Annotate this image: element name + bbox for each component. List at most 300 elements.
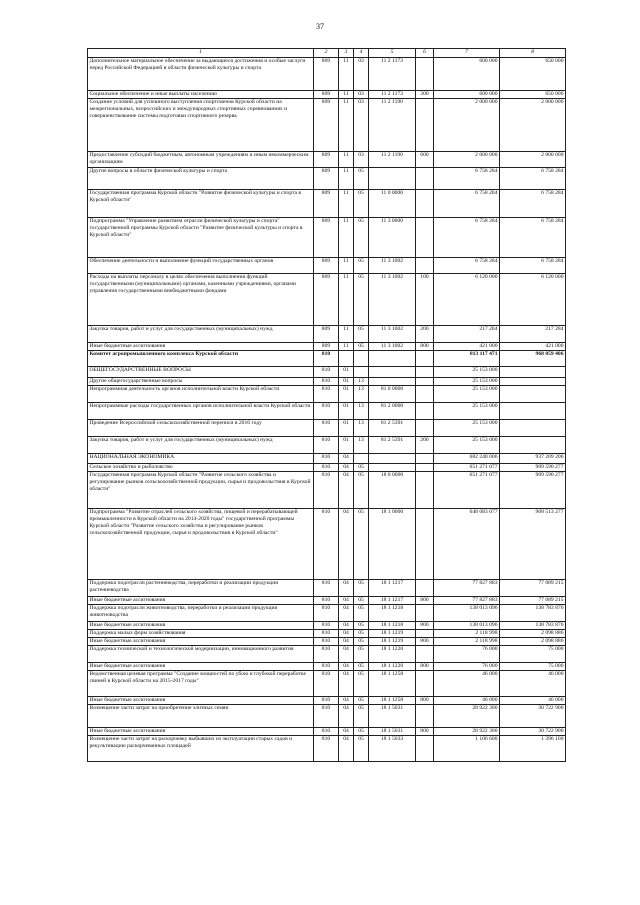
row-section-cell: 04 bbox=[339, 629, 354, 637]
row-amount-year1-cell: 1 106 600 bbox=[434, 735, 500, 761]
table-row bbox=[88, 168, 566, 190]
row-section-cell: 04 bbox=[339, 621, 354, 629]
row-amount-year1-cell: 421 000 bbox=[434, 343, 500, 351]
row-target-article-cell: 18 0 0000 bbox=[369, 472, 416, 509]
row-target-article-cell: 18 1 5031 bbox=[369, 727, 416, 735]
table-row bbox=[88, 509, 566, 580]
row-amount-year2-cell: 2 098 886 bbox=[500, 637, 566, 645]
row-ministry-cell: 810 bbox=[314, 621, 339, 629]
row-expense-type-cell bbox=[416, 403, 434, 420]
row-expense-type-cell bbox=[416, 735, 434, 761]
row-name-cell: Социальное обеспечение и иные выплаты населению bbox=[88, 91, 314, 99]
row-amount-year1-cell: 6 120 000 bbox=[434, 274, 500, 326]
row-amount-year1-cell: 6 758 284 bbox=[434, 190, 500, 218]
row-amount-year2-cell: 2 000 000 bbox=[500, 152, 566, 168]
row-ministry-cell: 810 bbox=[314, 637, 339, 645]
row-target-article-cell: 18 1 1219 bbox=[369, 637, 416, 645]
row-target-article-cell: 11 2 1173 bbox=[369, 58, 416, 91]
row-section-cell: 04 bbox=[339, 597, 354, 605]
row-ministry-cell: 810 bbox=[314, 454, 339, 464]
row-name-cell: Иные бюджетные ассигнования bbox=[88, 727, 314, 735]
row-expense-type-cell: 200 bbox=[416, 326, 434, 343]
table-row bbox=[88, 670, 566, 696]
row-subsection-cell bbox=[354, 351, 369, 367]
table-row bbox=[88, 735, 566, 761]
row-ministry-cell: 809 bbox=[314, 58, 339, 91]
row-ministry-cell: 809 bbox=[314, 343, 339, 351]
row-ministry-cell: 809 bbox=[314, 258, 339, 274]
row-section-cell: 11 bbox=[339, 190, 354, 218]
table-row bbox=[88, 645, 566, 662]
table-row bbox=[88, 326, 566, 343]
table-row bbox=[88, 274, 566, 326]
row-subsection-cell: 05 bbox=[354, 258, 369, 274]
row-target-article-cell: 81 0 0000 bbox=[369, 386, 416, 403]
row-amount-year1-cell: 25 153 000 bbox=[434, 403, 500, 420]
row-target-article-cell: 18 1 1218 bbox=[369, 604, 416, 621]
row-name-cell: Возмещение части затрат на приобретение элитных семян bbox=[88, 704, 314, 727]
row-expense-type-cell bbox=[416, 351, 434, 367]
row-expense-type-cell: 800 bbox=[416, 343, 434, 351]
row-target-article-cell: 18 1 0000 bbox=[369, 509, 416, 580]
row-target-article-cell: 18 1 1220 bbox=[369, 645, 416, 662]
row-name-cell: Иные бюджетные ассигнования bbox=[88, 637, 314, 645]
table-row bbox=[88, 437, 566, 454]
row-expense-type-cell: 600 bbox=[416, 152, 434, 168]
row-target-article-cell: 11 3 1002 bbox=[369, 343, 416, 351]
row-target-article-cell bbox=[369, 454, 416, 464]
row-target-article-cell: 11 3 1002 bbox=[369, 258, 416, 274]
table-row bbox=[88, 99, 566, 152]
row-subsection-cell: 03 bbox=[354, 99, 369, 152]
table-row bbox=[88, 621, 566, 629]
row-expense-type-cell bbox=[416, 604, 434, 621]
table-row bbox=[88, 420, 566, 437]
row-amount-year2-cell: 909 590 277 bbox=[500, 472, 566, 509]
row-amount-year1-cell: 25 153 000 bbox=[434, 367, 500, 378]
row-name-cell: Иные бюджетные ассигнования bbox=[88, 621, 314, 629]
row-subsection-cell: 05 bbox=[354, 645, 369, 662]
row-section-cell: 01 bbox=[339, 367, 354, 378]
row-name-cell: Иные бюджетные ассигнования bbox=[88, 696, 314, 704]
row-subsection-cell: 13 bbox=[354, 437, 369, 454]
row-name-cell: ОБЩЕГОСУДАРСТВЕННЫЕ ВОПРОСЫ bbox=[88, 367, 314, 378]
row-amount-year1-cell: 2 118 998 bbox=[434, 637, 500, 645]
row-subsection-cell: 05 bbox=[354, 326, 369, 343]
row-subsection-cell: 05 bbox=[354, 629, 369, 637]
col-header: 4 bbox=[354, 49, 369, 58]
row-amount-year1-cell: 138 013 096 bbox=[434, 604, 500, 621]
table-row bbox=[88, 727, 566, 735]
row-ministry-cell: 810 bbox=[314, 662, 339, 670]
row-ministry-cell: 809 bbox=[314, 326, 339, 343]
row-amount-year1-cell: 77 827 883 bbox=[434, 580, 500, 597]
row-section-cell: 04 bbox=[339, 735, 354, 761]
row-expense-type-cell bbox=[416, 386, 434, 403]
row-name-cell: Создание условий для успешного выступления спортсменов Курской области на межрегиональных, всероссийских и международных спортивных соревнованиях и совершенствование системы подготовки спортивного резерва bbox=[88, 99, 314, 152]
table-row bbox=[88, 629, 566, 637]
row-subsection-cell: 03 bbox=[354, 91, 369, 99]
row-amount-year1-cell: 46 000 bbox=[434, 696, 500, 704]
table-row bbox=[88, 454, 566, 464]
row-amount-year2-cell bbox=[500, 378, 566, 386]
header-row bbox=[88, 49, 566, 58]
row-name-cell: Расходы на выплаты персоналу в целях обеспечения выполнения функций государственными (муниципальными) органами, казенными учреждениями, органами управления государственными внебюджетными фондами bbox=[88, 274, 314, 326]
row-expense-type-cell bbox=[416, 629, 434, 637]
row-amount-year1-cell: 76 000 bbox=[434, 662, 500, 670]
row-ministry-cell: 810 bbox=[314, 509, 339, 580]
row-amount-year1-cell: 2 000 000 bbox=[434, 152, 500, 168]
row-subsection-cell: 05 bbox=[354, 274, 369, 326]
row-section-cell: 11 bbox=[339, 99, 354, 152]
row-subsection-cell: 13 bbox=[354, 420, 369, 437]
row-subsection-cell: 13 bbox=[354, 378, 369, 386]
row-amount-year1-cell: 25 153 000 bbox=[434, 386, 500, 403]
row-subsection-cell: 05 bbox=[354, 580, 369, 597]
row-target-article-cell: 18 1 1219 bbox=[369, 629, 416, 637]
row-section-cell: 01 bbox=[339, 420, 354, 437]
table-row bbox=[88, 152, 566, 168]
table-row bbox=[88, 218, 566, 258]
row-target-article-cell bbox=[369, 351, 416, 367]
row-amount-year1-cell: 28 922 300 bbox=[434, 727, 500, 735]
row-target-article-cell: 11 2 1173 bbox=[369, 91, 416, 99]
table-row bbox=[88, 662, 566, 670]
row-subsection-cell: 05 bbox=[354, 343, 369, 351]
row-amount-year1-cell: 651 271 077 bbox=[434, 464, 500, 472]
row-ministry-cell: 810 bbox=[314, 645, 339, 662]
row-name-cell: Предоставление субсидий бюджетным, автономным учреждениям и иным некоммерческим организациям bbox=[88, 152, 314, 168]
row-ministry-cell: 810 bbox=[314, 378, 339, 386]
row-amount-year2-cell: 421 000 bbox=[500, 343, 566, 351]
table-row bbox=[88, 696, 566, 704]
row-section-cell: 04 bbox=[339, 604, 354, 621]
row-amount-year2-cell: 46 000 bbox=[500, 696, 566, 704]
row-amount-year2-cell: 6 758 284 bbox=[500, 258, 566, 274]
row-expense-type-cell: 800 bbox=[416, 662, 434, 670]
row-amount-year1-cell: 6 758 284 bbox=[434, 258, 500, 274]
row-amount-year2-cell: 217 284 bbox=[500, 326, 566, 343]
table-row bbox=[88, 637, 566, 645]
row-expense-type-cell bbox=[416, 420, 434, 437]
row-expense-type-cell: 200 bbox=[416, 437, 434, 454]
row-ministry-cell: 810 bbox=[314, 604, 339, 621]
row-name-cell: Поддержка малых форм хозяйствования bbox=[88, 629, 314, 637]
row-target-article-cell: 11 2 1190 bbox=[369, 99, 416, 152]
row-subsection-cell: 05 bbox=[354, 621, 369, 629]
row-expense-type-cell bbox=[416, 258, 434, 274]
row-amount-year2-cell: 6 758 284 bbox=[500, 218, 566, 258]
row-target-article-cell: 18 1 1258 bbox=[369, 696, 416, 704]
row-section-cell: 11 bbox=[339, 91, 354, 99]
row-target-article-cell: 18 1 1258 bbox=[369, 670, 416, 696]
table-row bbox=[88, 378, 566, 386]
row-section-cell: 04 bbox=[339, 472, 354, 509]
row-target-article-cell: 18 1 1217 bbox=[369, 597, 416, 605]
row-amount-year2-cell: 1 396 100 bbox=[500, 735, 566, 761]
row-name-cell: Поддержка технической и технологической модернизации, инновационного развития bbox=[88, 645, 314, 662]
row-amount-year1-cell: 46 000 bbox=[434, 670, 500, 696]
row-section-cell: 11 bbox=[339, 343, 354, 351]
row-ministry-cell: 810 bbox=[314, 386, 339, 403]
row-name-cell: Поддержка подотрасли растениеводства, переработки и реализации продукции растениеводства bbox=[88, 580, 314, 597]
row-amount-year2-cell bbox=[500, 386, 566, 403]
row-section-cell: 11 bbox=[339, 152, 354, 168]
row-target-article-cell bbox=[369, 367, 416, 378]
row-target-article-cell bbox=[369, 378, 416, 386]
row-amount-year1-cell: 648 083 077 bbox=[434, 509, 500, 580]
row-target-article-cell: 81 2 5391 bbox=[369, 437, 416, 454]
row-target-article-cell: 81 2 0000 bbox=[369, 403, 416, 420]
row-amount-year2-cell: 2 098 886 bbox=[500, 629, 566, 637]
row-subsection-cell: 05 bbox=[354, 190, 369, 218]
row-section-cell bbox=[339, 351, 354, 367]
row-target-article-cell: 18 1 1217 bbox=[369, 580, 416, 597]
row-ministry-cell: 810 bbox=[314, 597, 339, 605]
table-row bbox=[88, 597, 566, 605]
row-name-cell: Государственная программа Курской области "Развитие сельского хозяйства и регулирование рынков сельскохозяйственной продукции, сырья и продовольствия в Курской области" bbox=[88, 472, 314, 509]
table-row bbox=[88, 343, 566, 351]
row-ministry-cell: 810 bbox=[314, 403, 339, 420]
row-subsection-cell: 05 bbox=[354, 472, 369, 509]
row-name-cell: Государственная программа Курской области "Развитие физической культуры и спорта в Курской области" bbox=[88, 190, 314, 218]
row-ministry-cell: 810 bbox=[314, 629, 339, 637]
row-amount-year2-cell: 75 000 bbox=[500, 662, 566, 670]
budget-table bbox=[87, 48, 566, 762]
row-name-cell: Закупка товаров, работ и услуг для государственных (муниципальных) нужд bbox=[88, 437, 314, 454]
row-subsection-cell: 05 bbox=[354, 218, 369, 258]
row-expense-type-cell bbox=[416, 190, 434, 218]
row-subsection-cell bbox=[354, 367, 369, 378]
row-ministry-cell: 810 bbox=[314, 420, 339, 437]
row-name-cell: Непрограммная деятельность органов исполнительной власти Курской области bbox=[88, 386, 314, 403]
row-target-article-cell bbox=[369, 168, 416, 190]
row-amount-year1-cell: 25 153 000 bbox=[434, 378, 500, 386]
row-target-article-cell: 11 0 0000 bbox=[369, 190, 416, 218]
row-ministry-cell: 810 bbox=[314, 735, 339, 761]
row-amount-year1-cell: 25 153 000 bbox=[434, 437, 500, 454]
table-row bbox=[88, 403, 566, 420]
row-subsection-cell bbox=[354, 454, 369, 464]
row-amount-year1-cell: 6 758 284 bbox=[434, 218, 500, 258]
table-row bbox=[88, 580, 566, 597]
table-row bbox=[88, 704, 566, 727]
table-row bbox=[88, 472, 566, 509]
row-ministry-cell: 810 bbox=[314, 437, 339, 454]
page-number: 37 bbox=[316, 22, 324, 31]
row-section-cell: 04 bbox=[339, 662, 354, 670]
row-subsection-cell: 13 bbox=[354, 386, 369, 403]
row-amount-year2-cell: 6 120 000 bbox=[500, 274, 566, 326]
row-expense-type-cell bbox=[416, 454, 434, 464]
row-subsection-cell: 05 bbox=[354, 637, 369, 645]
row-amount-year1-cell: 28 922 300 bbox=[434, 704, 500, 727]
row-amount-year2-cell: 77 089 215 bbox=[500, 580, 566, 597]
table-row bbox=[88, 190, 566, 218]
row-ministry-cell: 810 bbox=[314, 472, 339, 509]
row-expense-type-cell bbox=[416, 99, 434, 152]
row-amount-year2-cell bbox=[500, 420, 566, 437]
row-ministry-cell: 809 bbox=[314, 190, 339, 218]
row-subsection-cell: 03 bbox=[354, 58, 369, 91]
row-expense-type-cell bbox=[416, 580, 434, 597]
row-expense-type-cell bbox=[416, 670, 434, 696]
row-expense-type-cell bbox=[416, 58, 434, 91]
row-amount-year1-cell: 77 827 883 bbox=[434, 597, 500, 605]
row-subsection-cell: 05 bbox=[354, 727, 369, 735]
row-ministry-cell: 810 bbox=[314, 580, 339, 597]
row-ministry-cell: 810 bbox=[314, 670, 339, 696]
row-amount-year2-cell: 650 000 bbox=[500, 91, 566, 99]
row-amount-year1-cell: 813 117 471 bbox=[434, 351, 500, 367]
row-amount-year1-cell: 600 000 bbox=[434, 91, 500, 99]
row-name-cell: Иные бюджетные ассигнования bbox=[88, 343, 314, 351]
row-name-cell: Поддержка подотрасли животноводства, переработки и реализации продукции животноводства bbox=[88, 604, 314, 621]
row-section-cell: 04 bbox=[339, 727, 354, 735]
col-header: 3 bbox=[339, 49, 354, 58]
row-target-article-cell: 11 2 1190 bbox=[369, 152, 416, 168]
row-target-article-cell: 11 3 1002 bbox=[369, 274, 416, 326]
row-name-cell: Дополнительное материальное обеспечение за выдающиеся достижения и особые заслуги перед Российской Федерацией в области физической культуры и спорта bbox=[88, 58, 314, 91]
row-subsection-cell: 05 bbox=[354, 704, 369, 727]
row-amount-year2-cell bbox=[500, 403, 566, 420]
row-section-cell: 04 bbox=[339, 637, 354, 645]
row-ministry-cell: 810 bbox=[314, 351, 339, 367]
row-amount-year2-cell: 937 209 206 bbox=[500, 454, 566, 464]
row-expense-type-cell bbox=[416, 472, 434, 509]
row-name-cell: Подпрограмма "Развитие отраслей сельского хозяйства, пищевой и перерабатывающей промышленности в Курской области на 2014-2020 годы" государственной программы Курской области "Развитие сельского хозяйства и регулирование рынков сельскохозяйственной продукции, сырья и продовольствия в Курской области" bbox=[88, 509, 314, 580]
row-ministry-cell: 810 bbox=[314, 727, 339, 735]
row-section-cell: 04 bbox=[339, 454, 354, 464]
row-section-cell: 11 bbox=[339, 218, 354, 258]
row-section-cell: 04 bbox=[339, 704, 354, 727]
row-ministry-cell: 809 bbox=[314, 99, 339, 152]
row-expense-type-cell: 100 bbox=[416, 274, 434, 326]
row-section-cell: 01 bbox=[339, 403, 354, 420]
row-expense-type-cell bbox=[416, 645, 434, 662]
row-section-cell: 04 bbox=[339, 509, 354, 580]
row-amount-year2-cell: 2 000 000 bbox=[500, 99, 566, 152]
table-row bbox=[88, 58, 566, 91]
row-ministry-cell: 809 bbox=[314, 91, 339, 99]
row-amount-year1-cell: 25 153 000 bbox=[434, 420, 500, 437]
row-section-cell: 04 bbox=[339, 580, 354, 597]
row-amount-year1-cell: 2 000 000 bbox=[434, 99, 500, 152]
row-section-cell: 01 bbox=[339, 437, 354, 454]
row-section-cell: 11 bbox=[339, 58, 354, 91]
row-amount-year1-cell: 600 000 bbox=[434, 58, 500, 91]
row-subsection-cell: 05 bbox=[354, 670, 369, 696]
row-amount-year1-cell: 651 271 077 bbox=[434, 472, 500, 509]
row-ministry-cell: 809 bbox=[314, 218, 339, 258]
row-amount-year2-cell: 77 089 215 bbox=[500, 597, 566, 605]
row-section-cell: 11 bbox=[339, 326, 354, 343]
row-amount-year1-cell: 217 284 bbox=[434, 326, 500, 343]
row-subsection-cell: 05 bbox=[354, 662, 369, 670]
row-ministry-cell: 810 bbox=[314, 696, 339, 704]
row-target-article-cell: 11 3 0000 bbox=[369, 218, 416, 258]
row-subsection-cell: 05 bbox=[354, 597, 369, 605]
row-target-article-cell: 18 1 5033 bbox=[369, 735, 416, 761]
row-section-cell: 04 bbox=[339, 464, 354, 472]
col-header: 8 bbox=[500, 49, 566, 58]
row-subsection-cell: 05 bbox=[354, 168, 369, 190]
row-name-cell: Непрограммные расходы государственных органов исполнительной власти Курской области bbox=[88, 403, 314, 420]
row-section-cell: 11 bbox=[339, 168, 354, 190]
col-header: 1 bbox=[88, 49, 314, 58]
table-row bbox=[88, 351, 566, 367]
col-header: 6 bbox=[416, 49, 434, 58]
row-section-cell: 04 bbox=[339, 645, 354, 662]
row-subsection-cell: 05 bbox=[354, 604, 369, 621]
row-section-cell: 01 bbox=[339, 378, 354, 386]
row-section-cell: 04 bbox=[339, 670, 354, 696]
row-amount-year1-cell: 76 000 bbox=[434, 645, 500, 662]
row-name-cell: Ведомственная целевая программа "Создание мощностей по убою и глубокой переработке свиней в Курской области на 2015-2017 годы" bbox=[88, 670, 314, 696]
row-ministry-cell: 809 bbox=[314, 152, 339, 168]
row-amount-year1-cell: 138 013 096 bbox=[434, 621, 500, 629]
row-expense-type-cell bbox=[416, 367, 434, 378]
row-expense-type-cell: 800 bbox=[416, 727, 434, 735]
row-amount-year2-cell: 968 059 406 bbox=[500, 351, 566, 367]
row-ministry-cell: 809 bbox=[314, 274, 339, 326]
row-subsection-cell: 05 bbox=[354, 735, 369, 761]
row-expense-type-cell bbox=[416, 168, 434, 190]
row-section-cell: 01 bbox=[339, 386, 354, 403]
row-name-cell: Подпрограмма "Управление развитием отрасли физической культуры и спорта" государственной программы Курской области "Развитие физической культуры и спорта в Курской области" bbox=[88, 218, 314, 258]
table-row bbox=[88, 258, 566, 274]
row-target-article-cell bbox=[369, 464, 416, 472]
row-expense-type-cell: 800 bbox=[416, 597, 434, 605]
row-expense-type-cell: 800 bbox=[416, 637, 434, 645]
row-amount-year2-cell: 138 783 876 bbox=[500, 621, 566, 629]
row-amount-year2-cell: 6 758 284 bbox=[500, 190, 566, 218]
row-section-cell: 04 bbox=[339, 696, 354, 704]
row-target-article-cell: 11 3 1002 bbox=[369, 326, 416, 343]
row-expense-type-cell bbox=[416, 704, 434, 727]
row-name-cell: Закупка товаров, работ и услуг для государственных (муниципальных) нужд bbox=[88, 326, 314, 343]
row-name-cell: Возмещение части затрат на раскорчевку выбывших из эксплуатации старых садов и рекультивацию раскорчеванных площадей bbox=[88, 735, 314, 761]
row-expense-type-cell bbox=[416, 218, 434, 258]
row-amount-year1-cell: 682 240 006 bbox=[434, 454, 500, 464]
row-subsection-cell: 05 bbox=[354, 696, 369, 704]
row-amount-year2-cell: 909 590 277 bbox=[500, 464, 566, 472]
row-ministry-cell: 809 bbox=[314, 168, 339, 190]
row-amount-year1-cell: 6 758 284 bbox=[434, 168, 500, 190]
row-amount-year2-cell: 75 000 bbox=[500, 645, 566, 662]
col-header: 2 bbox=[314, 49, 339, 58]
row-name-cell: Другие общегосударственные вопросы bbox=[88, 378, 314, 386]
row-expense-type-cell bbox=[416, 378, 434, 386]
row-target-article-cell: 18 1 1218 bbox=[369, 621, 416, 629]
row-section-cell: 11 bbox=[339, 274, 354, 326]
row-name-cell: НАЦИОНАЛЬНАЯ ЭКОНОМИКА bbox=[88, 454, 314, 464]
row-subsection-cell: 05 bbox=[354, 464, 369, 472]
row-amount-year1-cell: 2 118 998 bbox=[434, 629, 500, 637]
row-amount-year2-cell: 908 513 277 bbox=[500, 509, 566, 580]
table-row bbox=[88, 464, 566, 472]
row-amount-year2-cell: 138 783 876 bbox=[500, 604, 566, 621]
row-name-cell: Обеспечение деятельности и выполнение функций государственных органов bbox=[88, 258, 314, 274]
row-name-cell: Проведение Всероссийской сельскохозяйственной переписи в 2016 году bbox=[88, 420, 314, 437]
row-section-cell: 11 bbox=[339, 258, 354, 274]
row-name-cell: Комитет агропромышленного комплекса Курской области bbox=[88, 351, 314, 367]
row-name-cell: Сельское хозяйство и рыболовство bbox=[88, 464, 314, 472]
row-subsection-cell: 13 bbox=[354, 403, 369, 420]
row-expense-type-cell: 300 bbox=[416, 91, 434, 99]
row-expense-type-cell: 800 bbox=[416, 696, 434, 704]
row-subsection-cell: 05 bbox=[354, 509, 369, 580]
